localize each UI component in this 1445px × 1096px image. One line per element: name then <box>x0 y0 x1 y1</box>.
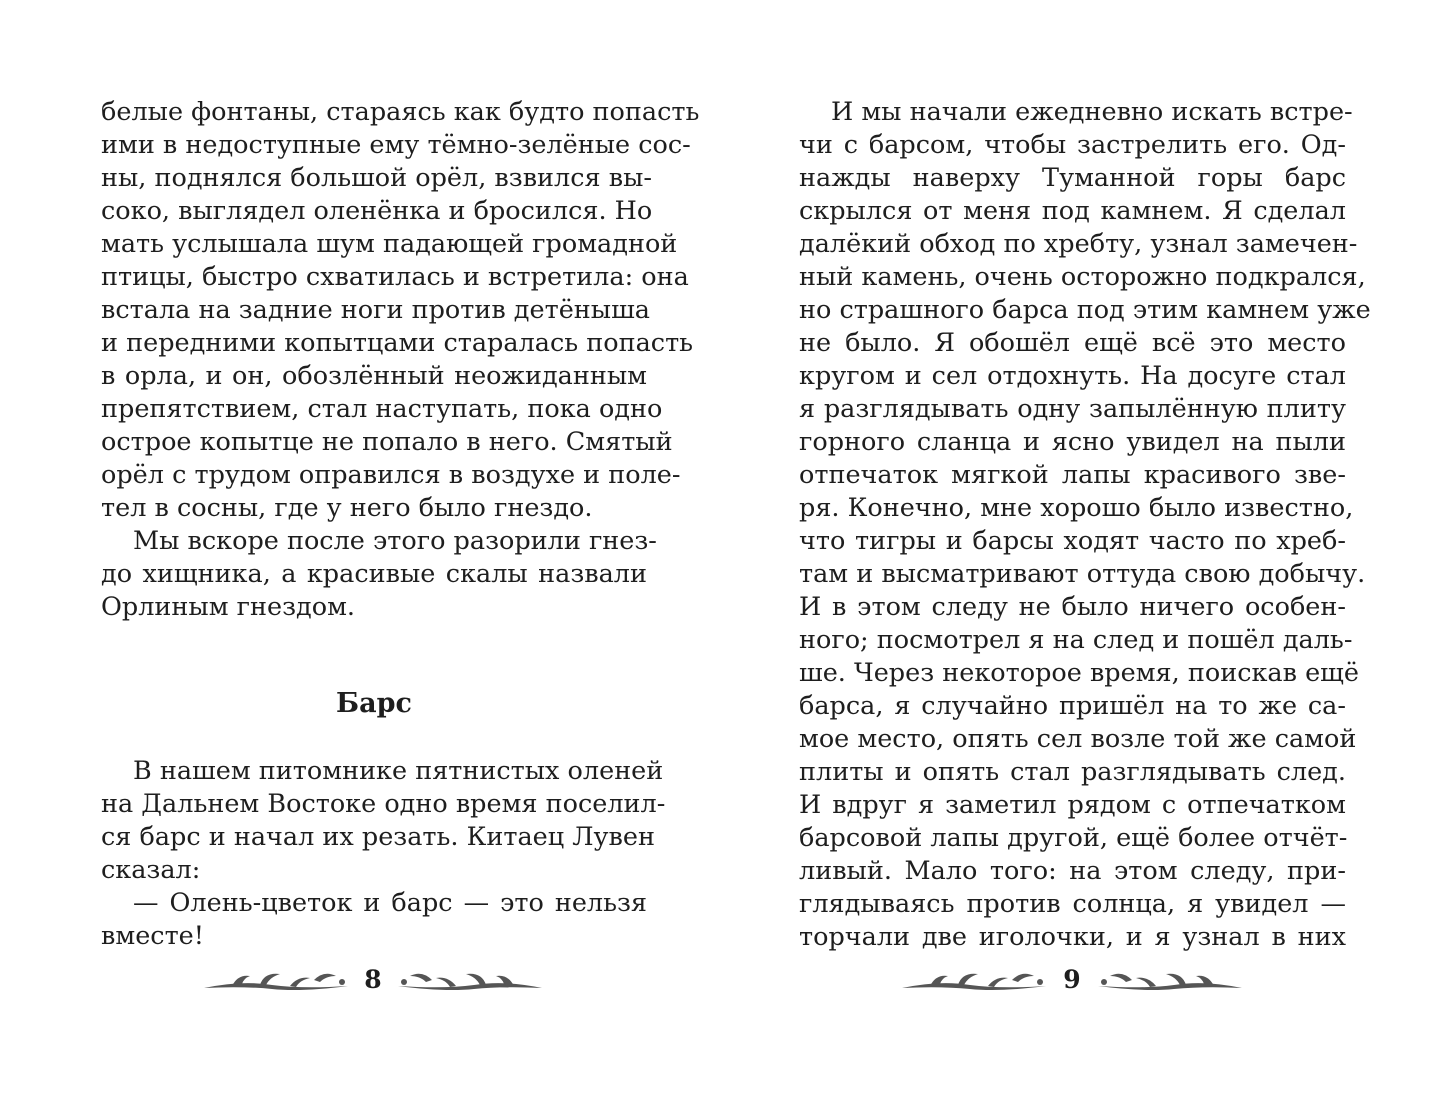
text-line: В нашем питомнике пятнистых оленей <box>133 756 664 786</box>
text-line: мать услышала шум падающей громадной <box>101 229 678 259</box>
page-footer <box>900 962 1244 1002</box>
text-line: горного сланца и ясно увидел на пыли <box>799 427 1346 457</box>
chapter-heading: Барс <box>336 688 412 719</box>
text-line: — Олень-цветок и барс — это нельзя <box>133 888 647 918</box>
text-line: тел в сосны, где у него было гнездо. <box>101 493 593 523</box>
text-line: ря. Конечно, мне хорошо было известно, <box>799 493 1354 523</box>
right-page <box>799 0 1371 1096</box>
page-footer <box>202 962 544 1002</box>
text-line: скрылся от меня под камнем. Я сделал <box>799 196 1346 226</box>
text-line: И вдруг я заметил рядом с отпечатком <box>799 790 1346 820</box>
text-line: вместе! <box>101 921 205 951</box>
text-line: нажды наверху Туманной горы барс <box>799 163 1346 193</box>
text-line: острое копытце не попало в него. Смятый <box>101 427 673 457</box>
text-line: белые фонтаны, стараясь как будто попасть <box>101 97 700 127</box>
text-line: плиты и опять стал разглядывать след. <box>799 757 1346 787</box>
text-line: кругом и сел отдохнуть. На досуге стал <box>799 361 1346 391</box>
page-number: 9 <box>1063 965 1081 994</box>
text-line: чи с барсом, чтобы застрелить его. Од- <box>799 130 1346 160</box>
text-line: ного; посмотрел я на след и пошёл даль- <box>799 625 1353 655</box>
left-page <box>101 0 700 1096</box>
text-line: ше. Через некоторое время, поискав ещё <box>799 658 1359 688</box>
text-line: ими в недоступные ему тёмно-зелёные сос- <box>101 130 691 160</box>
text-line: не было. Я обошёл ещё всё это место <box>799 328 1346 358</box>
text-line: встала на задние ноги против детёныша <box>101 295 650 325</box>
text-line: но страшного барса под этим камнем уже <box>799 295 1371 325</box>
text-line: Мы вскоре после этого разорили гнез- <box>133 526 657 556</box>
ornament-right-icon <box>394 968 544 994</box>
text-line: ливый. Мало того: на этом следу, при- <box>799 856 1346 886</box>
text-line: И мы начали ежедневно искать встре- <box>831 97 1353 127</box>
text-line: препятствием, стал наступать, пока одно <box>101 394 663 424</box>
text-line: что тигры и барсы ходят часто по хреб- <box>799 526 1346 556</box>
text-line: ный камень, очень осторожно подкрался, <box>799 262 1366 292</box>
text-line: барса, я случайно пришёл на то же са- <box>799 691 1346 721</box>
text-line: отпечаток мягкой лапы красивого зве- <box>799 460 1346 490</box>
text-line: глядываясь против солнца, я увидел — <box>799 889 1346 919</box>
text-line: мое место, опять сел возле той же самой <box>799 724 1357 754</box>
text-line: Орлиным гнездом. <box>101 592 356 622</box>
text-line: И в этом следу не было ничего особен- <box>799 592 1346 622</box>
text-line: орёл с трудом оправился в воздухе и поле- <box>101 460 681 490</box>
text-line: барсовой лапы другой, ещё более отчёт- <box>799 823 1348 853</box>
text-line: ны, поднялся большой орёл, взвился вы- <box>101 163 652 193</box>
text-line: далёкий обход по хребту, узнал замечен- <box>799 229 1358 259</box>
text-line: птицы, быстро схватилась и встретила: она <box>101 262 689 292</box>
text-line: я разглядывать одну запылённую плиту <box>799 394 1346 424</box>
text-line: там и высматривают оттуда свою добычу. <box>799 559 1366 589</box>
page-number: 8 <box>364 965 382 994</box>
text-line: торчали две иголочки, и я узнал в них <box>799 922 1346 952</box>
text-line: в орла, и он, обозлённый неожиданным <box>101 361 647 391</box>
text-line: на Дальнем Востоке одно время поселил- <box>101 789 666 819</box>
text-line: и передними копытцами старалась попасть <box>101 328 694 358</box>
ornament-right-icon <box>1094 968 1244 994</box>
text-line: до хищника, а красивые скалы назвали <box>101 559 647 589</box>
text-line: сказал: <box>101 855 201 885</box>
text-line: соко, выглядел оленёнка и бросился. Но <box>101 196 653 226</box>
text-line: ся барс и начал их резать. Китаец Лувен <box>101 822 655 852</box>
